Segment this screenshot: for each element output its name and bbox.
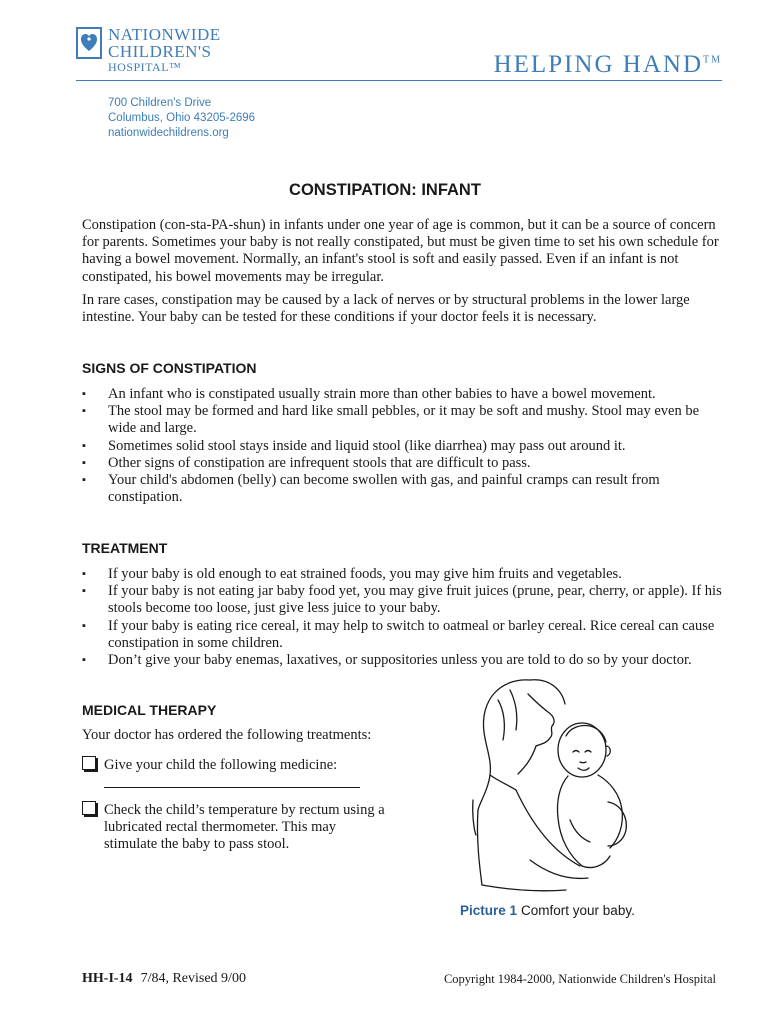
- treatment-list: [82, 566, 722, 669]
- hospital-address: [108, 96, 255, 141]
- document-title: CONSTIPATION: INFANT: [289, 181, 481, 199]
- address-street: 700 Children's Drive: [108, 97, 212, 109]
- medicine-checkbox[interactable]: [82, 756, 96, 770]
- list-item: ▪ An infant who is constipated usually strain more than other babies to have a bowel movement.: [82, 386, 722, 403]
- list-item: ▪ Sometimes solid stool stays inside and liquid stool (like diarrhea) may pass out around it.: [82, 438, 722, 455]
- heart-icon: [80, 32, 98, 54]
- list-item: ▪ If your baby is eating rice cereal, it may help to switch to oatmeal or barley cereal. Rice cereal can cause constipation in some children.: [82, 618, 722, 652]
- helping-hand-brand: [494, 51, 722, 79]
- intro-paragraph-1: Constipation (con-sta-PA-shun) in infants under one year of age is common, but it can be a source of concern for parents. Sometimes your baby is not really constipated, but must be given time to set his own schedule for having a bowel movement. Normally, an infant's stool is soft and easily passed. Even if an infant is not constipated, his bowel movements may be irregular.: [82, 217, 719, 285]
- revision-date: 7/84, Revised 9/00: [140, 971, 246, 986]
- signs-heading: SIGNS OF CONSTIPATION: [82, 360, 257, 376]
- copyright: Copyright 1984-2000, Nationwide Children's Hospital: [443, 972, 716, 986]
- medical-therapy-heading: MEDICAL THERAPY: [82, 702, 217, 718]
- document-code: HH-I-14: [82, 971, 133, 986]
- picture-caption-text: Comfort your baby.: [521, 903, 635, 918]
- list-item: ▪ Other signs of constipation are infrequent stools that are difficult to pass.: [82, 455, 722, 472]
- list-item: ▪ The stool may be formed and hard like small pebbles, or it may be soft and mushy. Stool may even be wide and large.: [82, 403, 722, 437]
- medicine-option: [82, 756, 442, 774]
- treatment-heading: TREATMENT: [82, 540, 168, 556]
- list-item: ▪ If your baby is not eating jar baby food yet, you may give fruit juices (prune, pear, cherry, or apple). If his stools become too loose, just give less juice to your baby.: [82, 583, 722, 617]
- address-website[interactable]: nationwidechildrens.org: [108, 127, 229, 139]
- logo-line-3: HOSPITAL™: [108, 60, 182, 74]
- temperature-checkbox[interactable]: [82, 801, 96, 815]
- temperature-option-line-3: stimulate the baby to pass stool.: [104, 836, 290, 853]
- list-item: ▪ Your child's abdomen (belly) can become swollen with gas, and painful cramps can result from constipation.: [82, 472, 722, 506]
- list-item: ▪ If your baby is old enough to eat strained foods, you may give him fruits and vegetables.: [82, 566, 722, 583]
- picture-caption: [460, 903, 635, 918]
- brand-tm: TM: [703, 54, 722, 66]
- footer-code: [82, 971, 246, 987]
- medicine-blank-line[interactable]: [104, 787, 360, 788]
- temperature-option: [82, 801, 442, 854]
- brand-text: HELPING HAND: [493, 51, 703, 78]
- medical-intro: Your doctor has ordered the following treatments:: [82, 727, 372, 743]
- address-city: Columbus, Ohio 43205-2696: [108, 112, 256, 124]
- list-item: ▪ Don’t give your baby enemas, laxatives, or suppositories unless you are told to do so by your doctor.: [82, 652, 722, 669]
- temperature-option-line-2: lubricated rectal thermometer. This may: [104, 819, 337, 836]
- medicine-option-label: Give your child the following medicine:: [104, 757, 338, 773]
- hospital-logo-mark: [76, 27, 102, 59]
- logo-line-2: CHILDREN'S: [108, 42, 212, 61]
- temperature-option-line-1: Check the child’s temperature by rectum using a: [104, 802, 385, 818]
- intro-paragraph-2: In rare cases, constipation may be caused by a lack of nerves or by structural problems in the lower large intestine. Your baby can be tested for these conditions if your doctor feels it is necessary.: [82, 292, 690, 326]
- header-rule: [76, 80, 722, 81]
- logo-line-1: NATIONWIDE: [108, 25, 221, 44]
- signs-list: [82, 386, 722, 506]
- mother-baby-illustration: [470, 670, 650, 895]
- picture-label: Picture 1: [460, 903, 518, 918]
